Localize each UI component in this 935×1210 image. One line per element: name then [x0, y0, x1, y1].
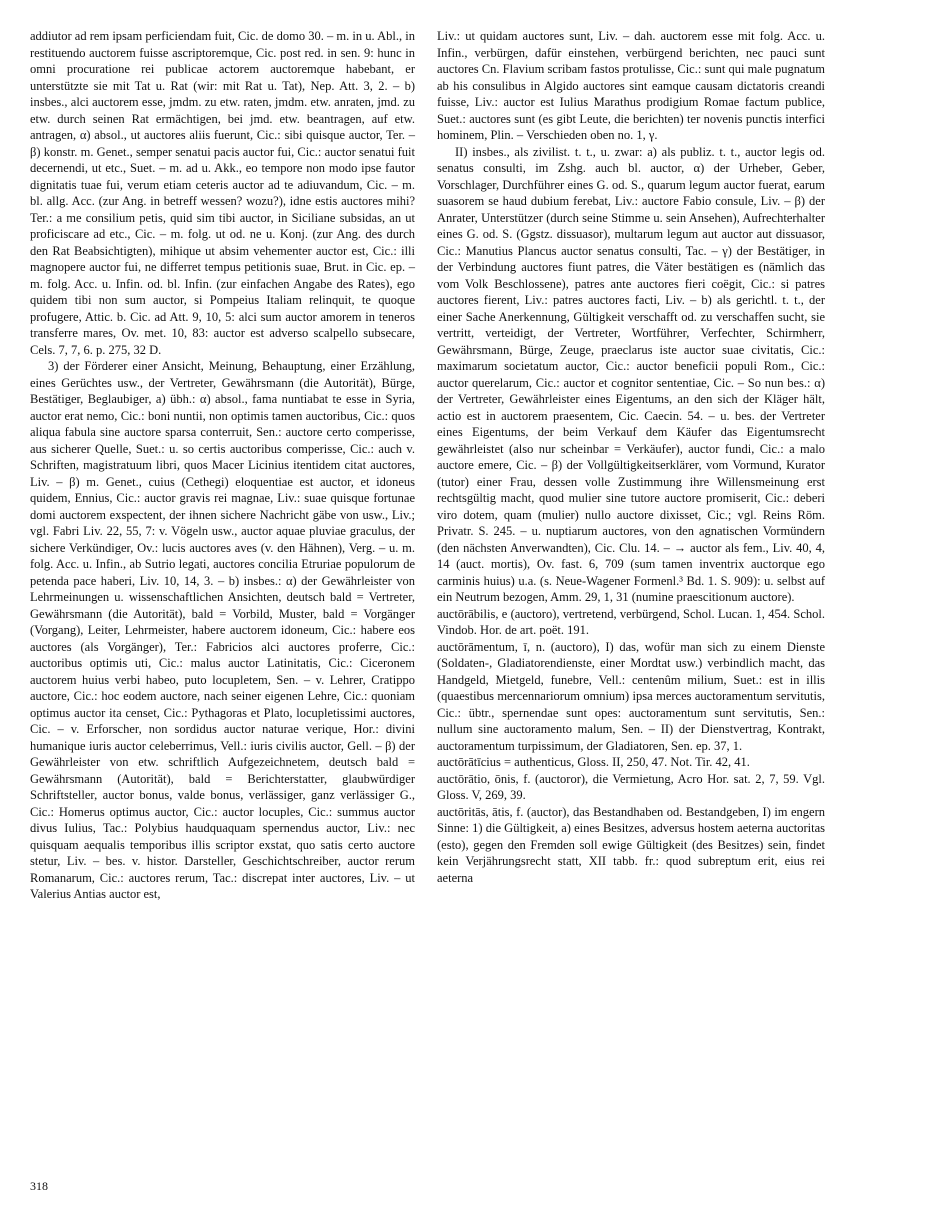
- entry-auctoratio: auctōrātio, ōnis, f. (auctoror), die Vermietung, Acro Hor. sat. 2, 7, 59. Vgl. Gloss. V, 269, 39.: [437, 771, 825, 802]
- right-column: [437, 28, 825, 886]
- entry-auctoramentum: auctōrāmentum, ī, n. (auctoro), I) das, wofür man sich zu einem Dienste (Soldaten-, Gladiatorendienste, einer Mordtat usw.) verbindlich macht, das Handgeld, Mietgeld, funebre, Vell.: centenûm milium, Suet.: est in illis (quaestibus mercennariorum omnium) ipsa merces auctoramentum servitutis, Cic.: übtr., spernendae sunt opes: auctoramentum sunt servitutis, Sen.: nullum sine auctoramento malum, Sen. – II) der Dienstvertrag, Kontrakt, auctoramentum turpissimum, der Gladiatoren, Sen. ep. 37, 1.: [437, 639, 825, 753]
- left-column: [30, 28, 415, 903]
- page-number: 318: [30, 1179, 48, 1193]
- paragraph: Liv.: ut quidam auctores sunt, Liv. – dah. auctorem esse mit folg. Acc. u. Infin., verbürgen, dafür einstehen, verbürgend berichten, nec pauci sunt auctores Cn. Flavium scribam fastos protulisse, Cic.: sunt qui male pugnatum ab his consulibus in Algido auctores sint eamque causam dictatoris creandi fuisse, Liv.: auctor est Iulius Marathus prodigium Romae factum publice, Suet.: auctores sunt (es gibt Leute, die berichten) ter novenis punctis interfici hominem, Plin. – Verschieden oben no. 1, γ.: [437, 29, 825, 142]
- entry-auctorabilis: auctōrābilis, e (auctoro), vertretend, verbürgend, Schol. Lucan. 1, 454. Schol. Vindob. Hor. de art. poët. 191.: [437, 606, 825, 637]
- entry-auctoritas: auctōritās, ātis, f. (auctor), das Bestandhaben od. Bestandgeben, I) im engern Sinne: 1) die Gültigkeit, a) eines Besitzes, adversus hostem aeterna auctoritas (esto), gegen den Fremden soll ewige Gültigkeit (des Besitzes) sein, findet kein Verjährungsrecht statt, XII tabb. fr.: quod subreptum erit, eius rei aeterna: [437, 804, 825, 885]
- paragraph: addiutor ad rem ipsam perficiendam fuit, Cic. de domo 30. – m. in u. Abl., in restituendo auctorem fuisse ascriptoremque, Cic. post red. in sen. 9: hunc in omni procuratione rei publicae actorem auctoremque habebant, er unterstützte sie mit Tat u. Rat (wir: mit Rat u. Tat), Nep. Att. 3, 2. – b) insbes., alci auctorem esse, jmdm. zu etw. raten, jmdm. etw. anraten, jmd. zu etw. durch seinen Rat ermächtigen, bei jmd. etw. beantragen, auf etw. antragen, α) absol., ut auctores aliis fuerunt, Cic.: sibi quisque auctor, Ter. – β) konstr. m. Genet., semper senatui pacis auctor fui, Cic.: auctor senatui fuit decernendi, ut etc., Suet. – m. ad u. Akk., eo tempore non modo ipse fautor dignitatis tuae fui, verum etiam ceteris auctor ad te adiuvandum, Cic. – m. bl. allg. Acc. (zur Ang. in betreff wessen? wozu?), idne estis auctores mihi? Ter.: a me consilium petis, quid sim tibi auctor, in Siciliane subsidas, an ut proficiscare ad etc., Cic. – m. folg. ut od. ne u. Konj. (zur Ang. des durch den Rat Beabsichtigten), mihique ut absim vehementer auctor est, Cic.: illi magnopere auctor fui, ne differret tempus petitionis suae, Brut. in Cic. ep. – m. folg. Acc. u. Infin. od. bl. Infin. (zur einfachen Angabe des Rates), ego quidem tibi non sum auctor, si Pompeius Italiam relinquit, te quoque profugere, Attic. b. Cic. ad Att. 9, 10, 5: alci sum auctor amorem in teneros transferre mares, Ov. met. 10, 83: auctor est adverso scalpello subsecare, Cels. 7, 7, 6. p. 275, 32 D.: [30, 29, 415, 357]
- paragraph: 3) der Förderer einer Ansicht, Meinung, Behauptung, einer Erzählung, eines Gerüchtes usw., der Vertreter, Gewährsmann (die Autorität), Bürge, Bestätiger, Beglaubiger, a) übh.: α) absol., fama nuntiabat te esse in Syria, auctor erat nemo, Cic.: boni nuntii, non optimis tamen auctoribus, Cic.: quos aliqua fabula sine auctore sparsa conterruit, Sen.: auctore certo comperisse, aus sicherer Quelle, Suet.: u. so certis auctoribus comperisse, Cic.: auch v. Schriften, magistratuum libri, quos Macer Licinius itentidem citat auctores, Liv. – β) m. Genet., cuius (Cethegi) eloquentiae est auctor, et idoneus quidem, Ennius, Cic.: auctor gravis rei magnae, Liv.: suae quisque fortunae domi auctorem exspectent, der ihnen sichere Nachricht gäbe von usw., Liv.; vgl. Fabri Liv. 22, 55, 7: v. Vögeln usw., auctor aquae pluviae graculus, der sichere Verkündiger, Ov.: lucis auctores aves (v. den Hähnen), Verg. – u. m. folg. Acc. u. Infin., ab Sutrio legati, auctores concilia Etruriae populorum de petenda pace haberi, Liv. 10, 14, 3. – b) insbes.: α) der Gewährleister von Lehrmeinungen u. wissenschaftlichen Ansichten, deutsch bald = Vertreter, Gewährsmann (die Autorität), bald = Vorbild, Muster, bald = Vorgänger (Vorgang), Leiter, Lehrmeister, habere auctorem idoneum, Cic.: habere eos auctores (als Vorgänger), Ter.: Fabricios alci auctores proferre, Cic.: auctoribus optimis uti, Cic.: malus auctor Latinitatis, Cic.: Ciceronem auctorem huius verbi habeo, puto locupletem, Sen. – v. Lehrer, Cratippo auctore, Cic.: hoc eodem auctore, nach seiner eigenen Lehre, Cic.: quoniam optimus auctor ita censet, Cic.: Pythagoras et Plato, locupletissimi auctores, Cic. – v. Erforscher, non sordidus auctor naturae verique, Hor.: divini humanique iuris auctor celeberrimus, Vell.: iuris civilis auctor, Gell. – β) der Gewährleister von etw. schriftlich Aufgezeichnetem, deutsch bald = Gewährsmann (Autorität), bald = Berichterstatter, glaubwürdiger Schriftsteller, auctor bonus, valde bonus, verlässiger, ganz verlässiger G., Cic.: Homerus optimus auctor, Cic.: auctor locuples, Cic.: summus auctor divus Iulius, Tac.: Polybius haudquaquam spernendus auctor, Liv.: nec quisquam aequalis temporibus illis scriptor exstat, quo satis certo auctore stetur, Liv. – bes. v. histor. Darsteller, Geschichtschreiber, auctor rerum Romanarum, Cic.: auctores rerum, Tac.: discrepat inter auctores, Liv. – ut Valerius Antias auctor est,: [30, 359, 415, 901]
- entry-auctoraticius: auctōrātīcius = authenticus, Gloss. II, 250, 47. Not. Tir. 42, 41.: [437, 755, 750, 769]
- paragraph: II) insbes., als zivilist. t. t., u. zwar: a) als publiz. t. t., auctor legis od. senatus consulti, im Zshg. auch bl. auctor, α) der Urheber, Geber, Vorschlager, Durchführer eines G. od. S., quarum legum auctor fuerat, earum suasorem se haud dubium ferebat, Liv.: auctore Fabio consule, Liv. – β) der Anrater, Unterstützer (durch seine Stimme u. sein Ansehen), Aufrechterhalter eines G. od. S. (Ggstz. dissuasor), multarum legum aut auctor aut dissuasor, Cic.: Manutius Plancus auctor senatus consulti, Tac. – γ) der Bestätiger, in der Verbindung auctores fiunt patres, die Väter bestätigen es (nämlich das vom Volk Beschlossene), patres ante auctores fieri coëgit, Cic.: si patres auctores fierent, Liv.: patres auctores facti, Liv. – b) als gerichtl. t. t., der einer Sache Anerkennung, Gültigkeit verschafft od. zu verschaffen sucht, sie vertritt, verteidigt, der Vertreter, Wortführer, Verfechter, Schirmherr, Gewährsmann, Bürge, Zeuge, praeclarus iste auctor suae civitatis, Cic.: maximarum societatum auctor, Cic.: auctor beneficii populi Rom., Cic.: auctor querelarum, Cic.: auctor et cognitor sententiae, Cic. – So nun bes.: α) der Vertreter, Gewährleister eines Eigentums, an den sich der Kläger hält, actio est in auctorem praesentem, Cic. Caecin. 54. – u. bes. der Vertreter eines Eigentums, der beim Verkauf dem Käufer das Eigentumsrecht gewährleistet (also nur scheinbar = Verkäufer), auctor fundi, Cic.: a malo auctore emere, Cic. – β) der Vollgültigkeitserklärer, vom Vormund, Kurator (tutor) einer Frau, dessen volle Zustimmung ihre Willensmeinung erst rechtsgültig macht, quod mulier sine tutore auctore promiserit, Cic.: deberi viro dotem, quam (mulier) nullo auctore dixisset, Cic.; vgl. Reins Röm. Privatr. S. 245. – u. nuptiarum auctores, von den agnatischen Vormündern (den nächsten Anverwandten), Cic. Clu. 14. – → auctor als fem., Liv. 40, 4, 14 (auct. mortis), Ov. fast. 6, 709 (sum tamen inventrix auctorque ego carminis huius) u.a. (s. Neue-Wagener Formenl.³ Bd. 1. S. 909): u. selbst auf ein Neutrum bezogen, Amm. 29, 1, 31 (numine praescitionum auctore).: [437, 144, 825, 604]
